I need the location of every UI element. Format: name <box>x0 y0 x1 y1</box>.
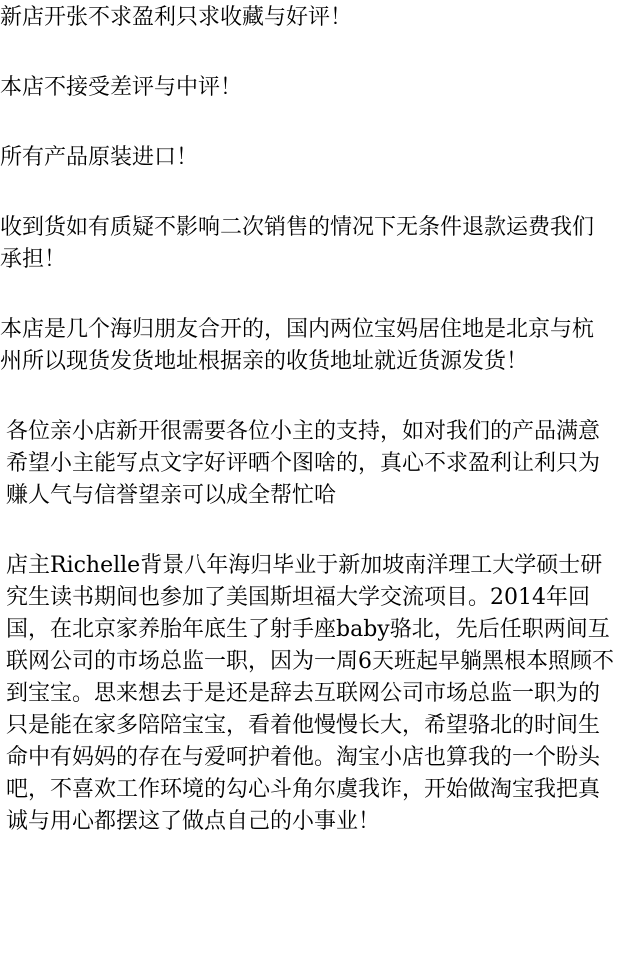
notice-line-no-bad-review: 本店不接受差评与中评！ <box>0 75 243 100</box>
notice-line-collect-review: 新店开张不求盈利只求收藏与好评！ <box>0 5 353 30</box>
notice-line-shipping: 本店是几个海归朋友合开的，国内两位宝妈居住地是北京与杭州所以现货发货地址根据亲的收货地址就近货源发货！ <box>0 317 595 374</box>
notice-line-owner-bio: 店主Richelle背景八年海归毕业于新加坡南洋理工大学硕士研究生读书期间也参加了美国斯坦福大学交流项目。2014年回国，在北京家养胎年底生了射手座baby骆北，先后任职两间互联网公司的市场总监一职，因为一周6天班起早躺黑根本照顾不到宝宝。思来想去于是还是辞去互联网公司市场总监一职为的只是能在家多陪陪宝宝，看着他慢慢长大，希望骆北的时间生命中有妈妈的存在与爱呵护着他。淘宝小店也算我的一个盼头吧，不喜欢工作环境的勾心斗角尔虞我诈，开始做淘宝我把真诚与用心都摆这了做点自己的小事业！ <box>6 553 614 834</box>
notice-line-refund-policy: 收到货如有质疑不影响二次销售的情况下无条件退款运费我们承担！ <box>0 215 595 272</box>
notice-line-support-request: 各位亲小店新开很需要各位小主的支持，如对我们的产品满意希望小主能写点文字好评晒个图啥的，真心不求盈利让利只为赚人气与信誉望亲可以成全帮忙哈 <box>6 419 601 508</box>
notice-line-imported: 所有产品原装进口！ <box>0 145 199 170</box>
